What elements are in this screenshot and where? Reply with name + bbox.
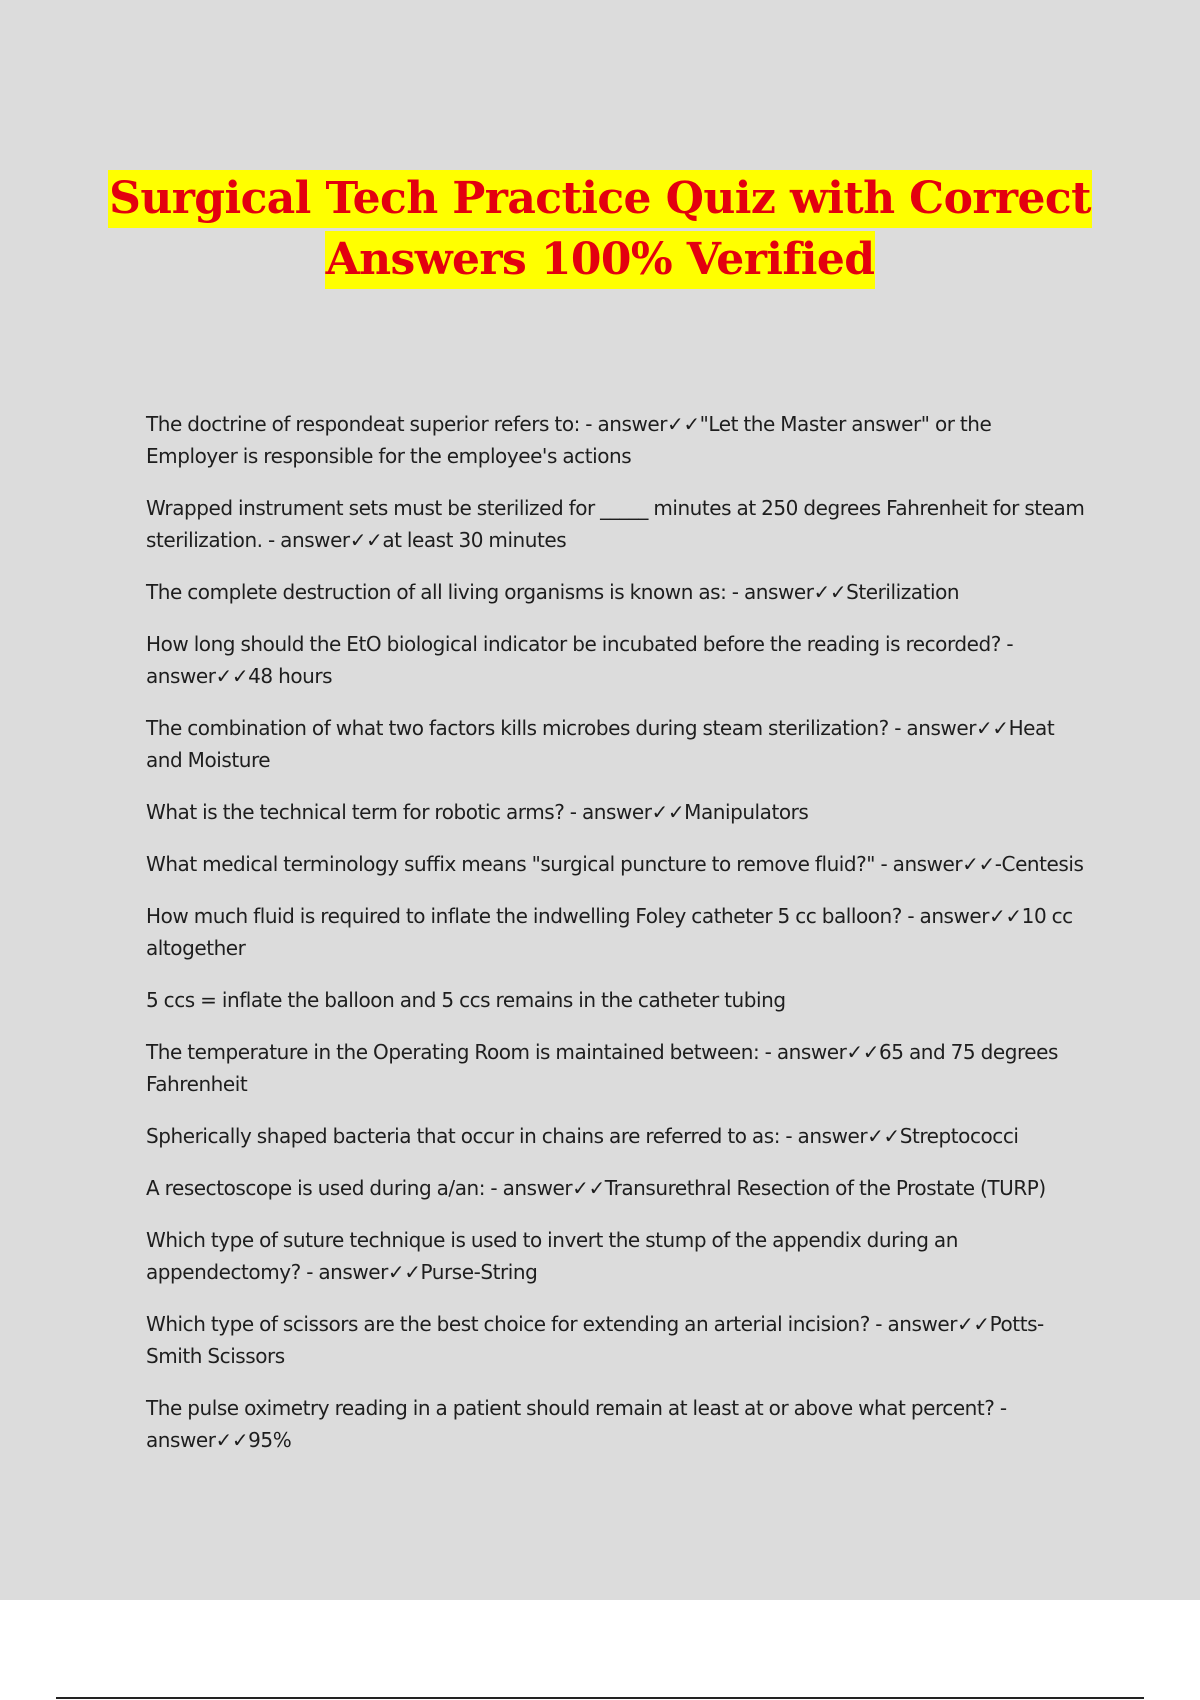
title-line-2: Answers 100% Verified — [325, 231, 876, 289]
qa-item: How much fluid is required to inflate the indwelling Foley catheter 5 cc balloon? - answer✓✓10 cc altogether — [146, 904, 1073, 960]
qa-item: How long should the EtO biological indicator be incubated before the reading is recorded? - answer✓✓48 hours — [146, 632, 1014, 688]
qa-item: The temperature in the Operating Room is maintained between: - answer✓✓65 and 75 degrees Fahrenheit — [146, 1040, 1058, 1096]
title-line-1: Surgical Tech Practice Quiz with Correct — [108, 170, 1092, 228]
qa-item: Which type of suture technique is used to invert the stump of the appendix during an appendectomy? - answer✓✓Purse-String — [146, 1228, 958, 1284]
qa-item: The doctrine of respondeat superior refers to: - answer✓✓"Let the Master answer" or the Employer is responsible for the employee's actions — [146, 412, 992, 468]
qa-item: Which type of scissors are the best choice for extending an arterial incision? - answer✓✓Potts-Smith Scissors — [146, 1312, 1044, 1368]
qa-item: The complete destruction of all living organisms is known as: - answer✓✓Sterilization — [146, 580, 960, 604]
qa-item: 5 ccs = inflate the balloon and 5 ccs remains in the catheter tubing — [146, 988, 786, 1012]
qa-item: What medical terminology suffix means "surgical puncture to remove fluid?" - answer✓✓-Centesis — [146, 852, 1084, 876]
qa-list — [146, 388, 1086, 1470]
qa-item: The pulse oximetry reading in a patient should remain at least at or above what percent? - answer✓✓95% — [146, 1396, 1007, 1452]
qa-item: The combination of what two factors kills microbes during steam sterilization? - answer✓✓Heat and Moisture — [146, 716, 1055, 772]
qa-item: Wrapped instrument sets must be sterilized for _____ minutes at 250 degrees Fahrenheit for steam sterilization. - answer✓✓at least 30 minutes — [146, 496, 1085, 552]
footer-divider — [56, 1697, 1144, 1699]
document-title — [0, 168, 1200, 290]
qa-item: A resectoscope is used during a/an: - answer✓✓Transurethral Resection of the Prostate (TURP) — [146, 1176, 1046, 1200]
qa-item: Spherically shaped bacteria that occur in chains are referred to as: - answer✓✓Streptococci — [146, 1124, 1019, 1148]
qa-item: What is the technical term for robotic arms? - answer✓✓Manipulators — [146, 800, 809, 824]
